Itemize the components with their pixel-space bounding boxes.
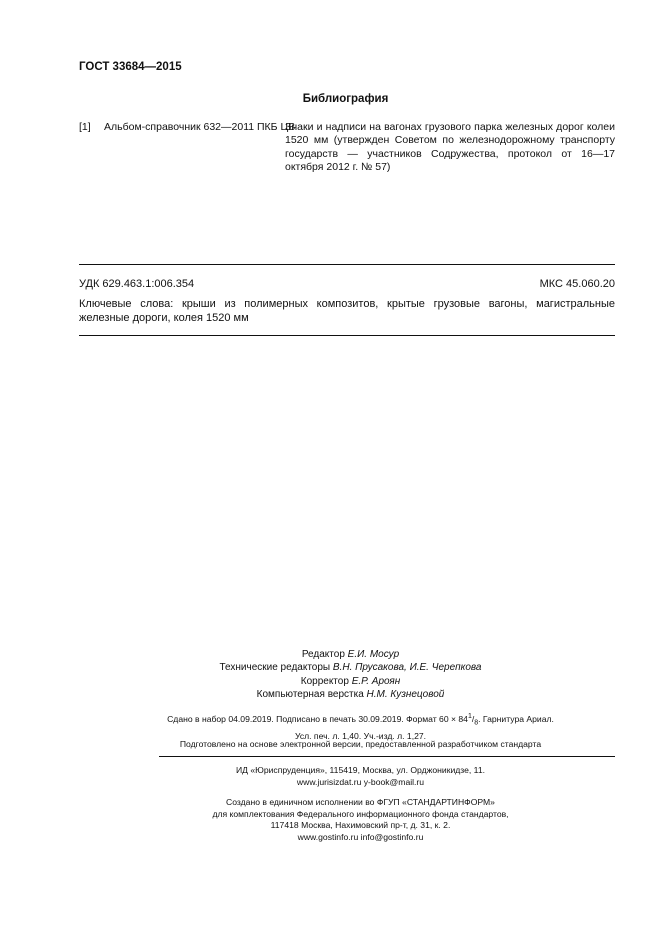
credit-layout-name: Н.М. Кузнецовой [366,689,445,701]
print-info-suffix: . Гарнитура Ариал. [478,713,554,724]
credit-editor-label: Редактор [301,649,345,660]
credit-tech-editors [40,661,661,674]
reference-description: Знаки и надписи на вагонах грузового парка железных дорог колеи 1520 мм (утвержден Советом по железнодорожному транспорту государств — участников Содружества, протокол от 16—17 октября 2012 г. № 57) [285,121,615,173]
prepared-note: Подготовлено на основе электронной версии, предоставленной разработчиком стандарта [179,739,542,749]
credit-tech-editors-names: В.Н. Прусакова, И.Е. Черепкова [332,662,482,674]
credit-corrector-name: Е.Р. Ароян [351,675,401,687]
reference-source: Альбом-справочник 632—2011 ПКБ ЦВ [104,121,296,133]
mks-code: МКС 45.060.20 [539,278,615,290]
credit-editor [40,648,661,661]
udk-code: УДК 629.463.1:006.354 [79,278,195,290]
publisher-info [0,764,661,788]
divider-publisher [159,756,615,757]
divider-bottom [79,335,615,336]
format-numerator: 1 [467,713,472,720]
printer-line3: 117418 Москва, Нахимовский пр-т, д. 31, к. 2. [270,820,451,831]
document-code: ГОСТ 33684—2015 [79,61,182,73]
bibliography-title: Библиография [302,93,389,105]
reference-number: [1] [79,121,91,133]
printer-line4: www.gostinfo.ru info@gostinfo.ru [297,831,424,842]
print-info-line1: Сдано в набор 04.09.2019. Подписано в печать 30.09.2019. Формат $60 \times 84^1/_8$. Гарнитура Ариал. [167,713,554,727]
divider-top [79,264,615,265]
credit-editor-name: Е.И. Мосур [347,649,400,660]
credit-corrector [40,675,661,688]
printer-line1: Создано в единичном исполнении во ФГУП «СТАНДАРТИНФОРМ» [226,797,495,807]
print-info-line2: Усл. печ. л. 1,40. Уч.-изд. л. 1,27. [294,730,427,741]
credit-layout [40,688,661,701]
credit-layout-label: Компьютерная верстка [256,689,364,701]
keywords: Ключевые слова: крыши из полимерных композитов, крытые грузовые вагоны, магистральные железные дороги, колея 1520 мм [79,298,615,324]
publisher-line2: www.jurisizdat.ru y-book@mail.ru [296,777,425,787]
print-info [0,710,661,743]
publisher-line1: ИД «Юриспруденция», 115419, Москва, ул. Орджоникидзе, 11. [235,765,485,775]
print-info-prefix: Сдано в набор 04.09.2019. Подписано в печать 30.09.2019. Формат 60 × 84 [167,713,468,724]
format-denominator: 8 [474,719,479,727]
credit-corrector-label: Корректор [300,675,349,687]
credit-tech-editors-label: Технические редакторы [219,662,331,674]
credits-block [0,648,661,702]
printer-info [0,797,661,843]
printer-line2: для комплектования Федерального информационного фонда стандартов, [212,808,509,819]
